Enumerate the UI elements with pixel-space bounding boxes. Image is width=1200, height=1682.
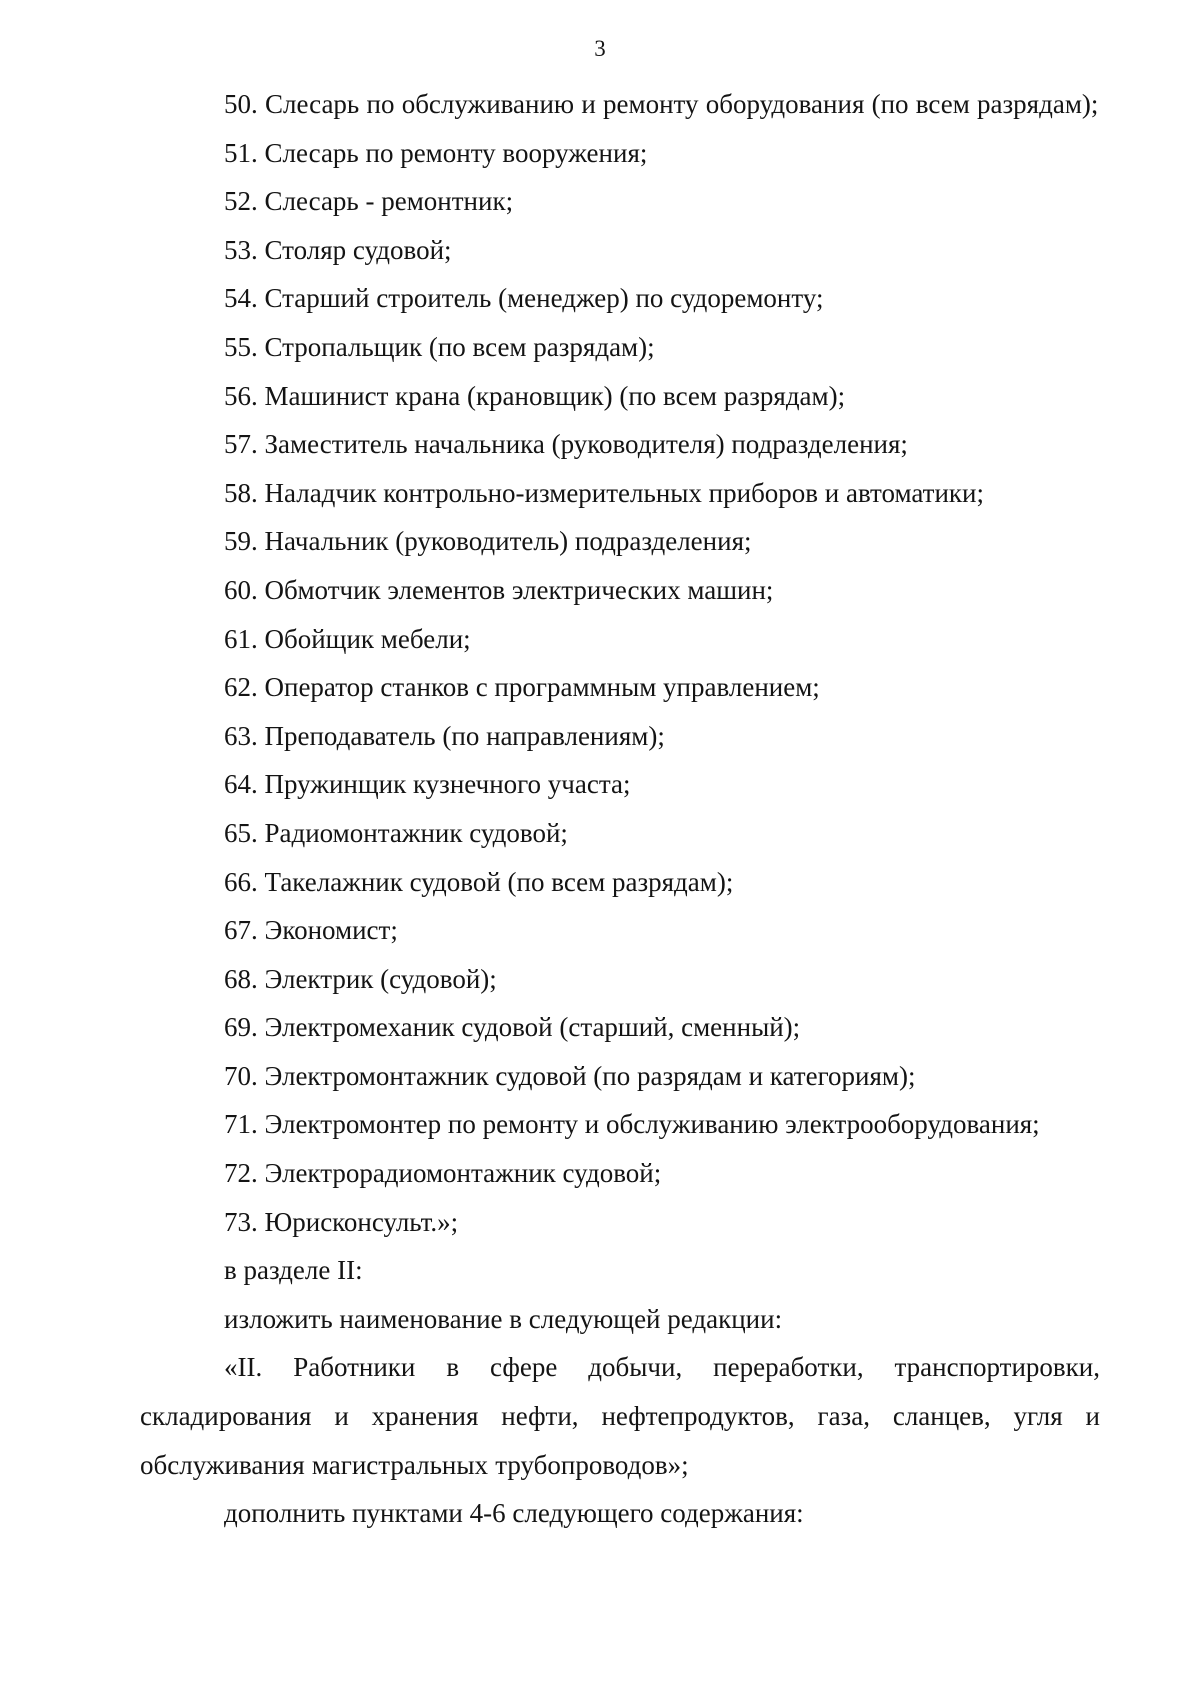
list-item-66: 66. Такелажник судовой (по всем разрядам);: [224, 866, 734, 897]
list-item-60: 60. Обмотчик элементов электрических машин;: [224, 574, 774, 605]
list-item-68: 68. Электрик (судовой);: [224, 963, 497, 994]
instruction-text-supplement: дополнить пунктами 4-6 следующего содержания:: [224, 1498, 804, 1529]
list-item-71: 71. Электромонтер по ремонту и обслуживанию электрооборудования;: [224, 1109, 1040, 1140]
section-reference: в разделе II:: [224, 1255, 363, 1286]
list-item-64: 64. Пружинщик кузнечного участа;: [224, 769, 631, 800]
list-item-55: 55. Стропальщик (по всем разрядам);: [224, 331, 655, 362]
list-item-54: 54. Старший строитель (менеджер) по судоремонту;: [224, 283, 824, 314]
list-item-56: 56. Машинист крана (крановщик) (по всем разрядам);: [224, 380, 846, 411]
list-item-67: 67. Экономист;: [224, 915, 398, 946]
page-number: 3: [594, 36, 606, 61]
list-item-61: 61. Обойщик мебели;: [224, 623, 471, 654]
list-item-62: 62. Оператор станков с программным управлением;: [224, 672, 820, 703]
list-item-70: 70. Электромонтажник судовой (по разрядам и категориям);: [224, 1060, 916, 1091]
list-item-51: 51. Слесарь по ремонту вооружения;: [224, 137, 648, 168]
list-item-69: 69. Электромеханик судовой (старший, сменный);: [224, 1012, 801, 1043]
list-item-73: 73. Юрисконсульт.»;: [224, 1206, 459, 1237]
instruction-text: изложить наименование в следующей редакции:: [224, 1303, 783, 1334]
list-item-58: 58. Наладчик контрольно-измерительных приборов и автоматики;: [224, 477, 984, 508]
list-item-52: 52. Слесарь - ремонтник;: [224, 186, 514, 217]
list-item-63: 63. Преподаватель (по направлениям);: [224, 720, 665, 751]
section-title-quote: «II. Работники в сфере добычи, переработки, транспортировки, складирования и хранения нефти, нефтепродуктов, газа, сланцев, угля и обслуживания магистральных трубопроводов»;: [140, 1352, 1100, 1480]
list-item-53: 53. Столяр судовой;: [224, 234, 452, 265]
list-item-65: 65. Радиомонтажник судовой;: [224, 817, 568, 848]
list-item-72: 72. Электрорадиомонтажник судовой;: [224, 1158, 662, 1189]
list-item-57: 57. Заместитель начальника (руководителя) подразделения;: [224, 429, 908, 460]
document-body: [140, 80, 1100, 1538]
list-item-50: 50. Слесарь по обслуживанию и ремонту оборудования (по всем разрядам);: [224, 89, 1099, 119]
list-item-59: 59. Начальник (руководитель) подразделения;: [224, 526, 752, 557]
